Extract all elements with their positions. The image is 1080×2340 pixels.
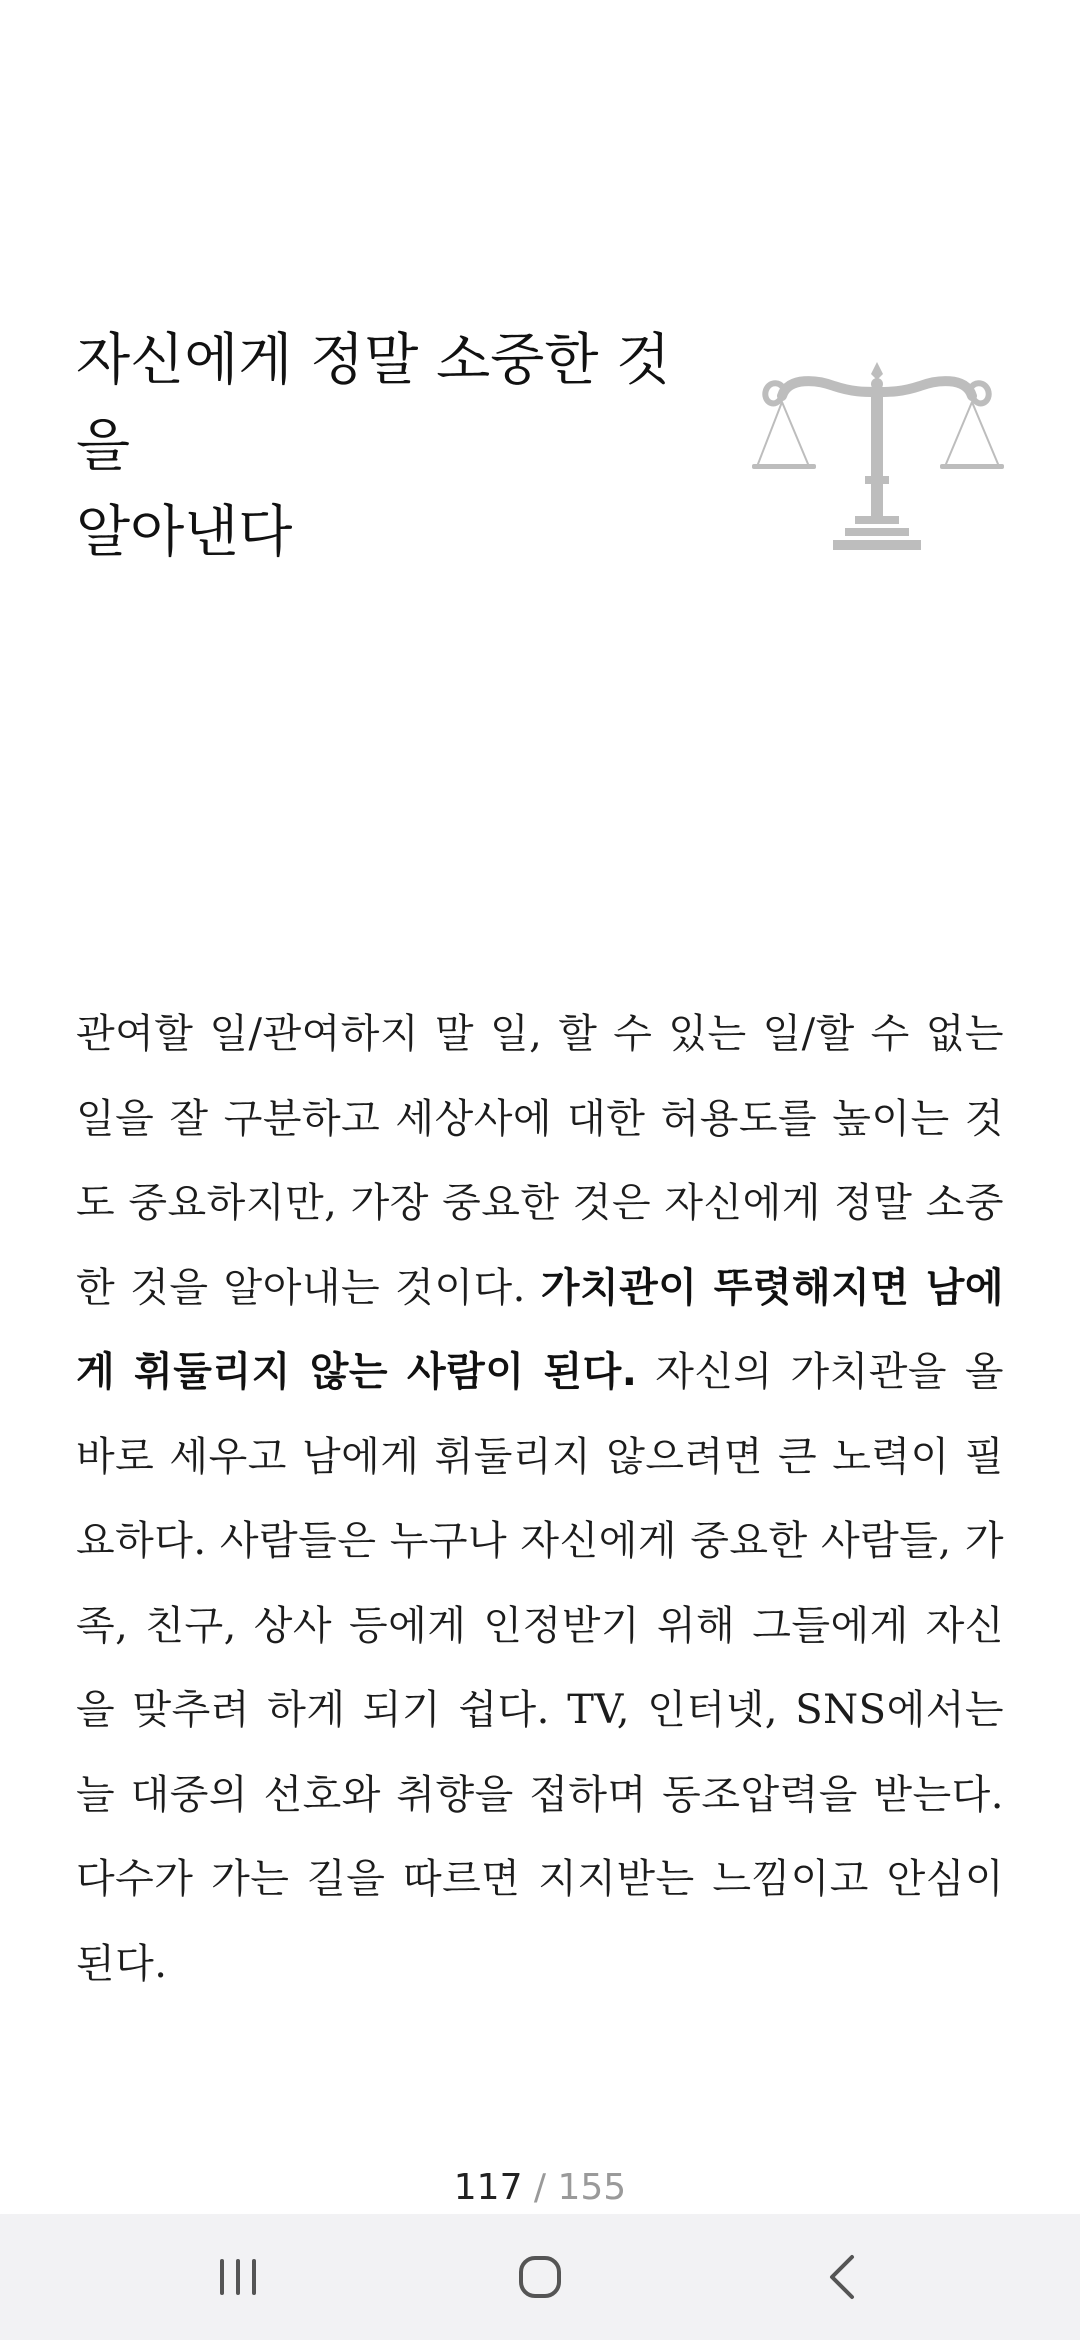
recent-apps-icon <box>214 2255 262 2299</box>
home-button[interactable] <box>480 2232 600 2322</box>
recents-button[interactable] <box>178 2232 298 2322</box>
system-navigation-bar <box>0 2214 1080 2340</box>
home-icon <box>516 2253 564 2301</box>
back-button[interactable] <box>782 2232 902 2322</box>
page-separator: / <box>522 2167 558 2208</box>
current-page: 117 <box>453 2167 523 2208</box>
page-indicator <box>0 2164 1080 2212</box>
total-pages: 155 <box>557 2167 627 2208</box>
emphasized-sentence: 가치관이 뚜렷해지면 남에게 휘둘리지 않는 사람이 된다. <box>76 1264 1004 1395</box>
body-text-segment: 관여할 일/관여하지 말 일, 할 수 있는 일/할 수 없는 일을 잘 구분하고 세상사에 대한 허용도를 높이는 것도 중요하지만, 가장 중요한 것은 자신에게 정말 소중한 것을 알아내는 것이다. <box>76 1011 1004 1311</box>
body-text-segment: 자신의 가치관을 올바로 세우고 남에게 휘둘리지 않으려면 큰 노력이 필요하다. 사람들은 누구나 자신에게 중요한 사람들, 가족, 친구, 상사 등에게 인정받기 위해 그들에게 자신을 맞추려 하게 되기 쉽다. TV, 인터넷, SNS에서는 늘 대중의 선호와 취향을 접하며 동조압력을 받는다. 다수가 가는 길을 따르면 지지받는 느낌이고 안심이 된다. <box>76 1349 1004 1987</box>
chapter-title: 자신에게 정말 소중한 것 을 알아낸다 <box>76 328 671 565</box>
body-paragraph <box>76 992 1004 2006</box>
back-icon <box>822 2253 862 2301</box>
scales-of-justice-icon <box>748 358 1006 560</box>
